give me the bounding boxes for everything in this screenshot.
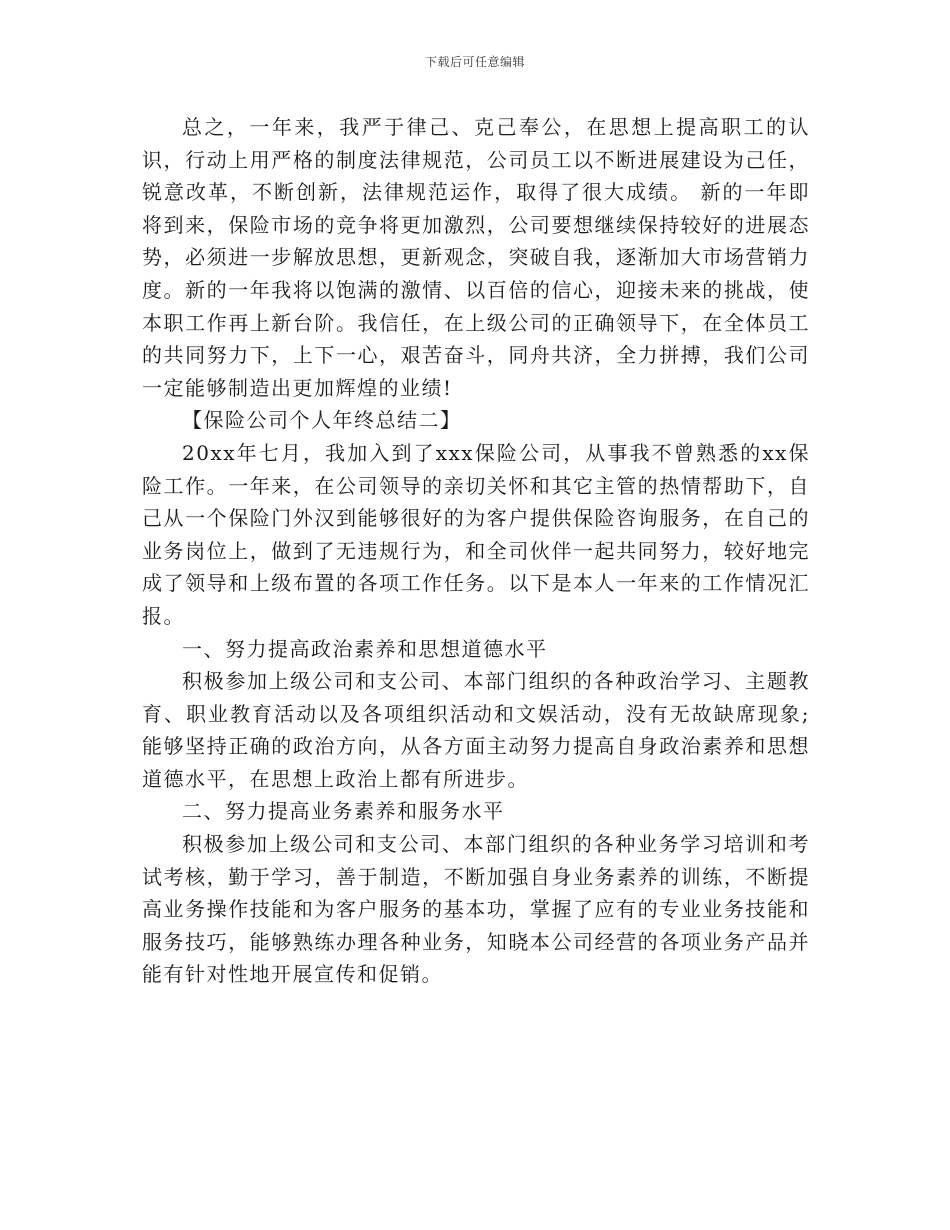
page-header: 下载后可任意编辑 — [424, 55, 525, 69]
paragraph-intro: 20xx年七月，我加入到了xxx保险公司，从事我不曾熟悉的xx保险工作。一年来，在公司领导的亲切关怀和其它主管的热情帮助下，自己从一个保险门外汉到能够很好的为客户提供保险咨询服务，在自己的业务岗位上，做到了无违规行为，和全司伙伴一起共同努力，较好地完成了领导和上级布置的各项工作任务。以下是本人一年来的工作情况汇报。 — [142, 440, 810, 628]
paragraph-business: 积极参加上级公司和支公司、本部门组织的各种业务学习培训和考试考核，勤于学习，善于制造，不断加强自身业务素养的训练，不断提高业务操作技能和为客户服务的基本功，掌握了应有的专业业务技能和服务技巧，能够熟练办理各种业务，知晓本公司经营的各项业务产品并能有针对性地开展宣传和促销。 — [142, 832, 810, 987]
document-body — [142, 111, 810, 991]
heading-business: 二、努力提高业务素养和服务水平 — [182, 799, 505, 824]
heading-political: 一、努力提高政治素养和思想道德水平 — [182, 636, 548, 661]
section-title: 【保险公司个人年终总结二】 — [182, 408, 462, 433]
paragraph-summary: 总之，一年来，我严于律己、克己奉公，在思想上提高职工的认识，行动上用严格的制度法律规范，公司员工以不断进展建设为己任，锐意改革，不断创新，法律规范运作，取得了很大成绩。 新的一年即将到来，保险市场的竞争将更加激烈，公司要想继续保持较好的进展态势，必须进一步解放思想，更新观念，突破自我，逐渐加大市场营销力度。新的一年我将以饱满的激情、以百倍的信心，迎接未来的挑战，使本职工作再上新台阶。我信任，在上级公司的正确领导下，在全体员工的共同努力下，上下一心，艰苦奋斗，同舟共济，全力拼搏，我们公司一定能够制造出更加辉煌的业绩! — [142, 115, 810, 400]
paragraph-political: 积极参加上级公司和支公司、本部门组织的各种政治学习、主题教育、职业教育活动以及各项组织活动和文娱活动，没有无故缺席现象;能够坚持正确的政治方向，从各方面主动努力提高自身政治素养和思想道德水平，在思想上政治上都有所进步。 — [142, 669, 810, 791]
